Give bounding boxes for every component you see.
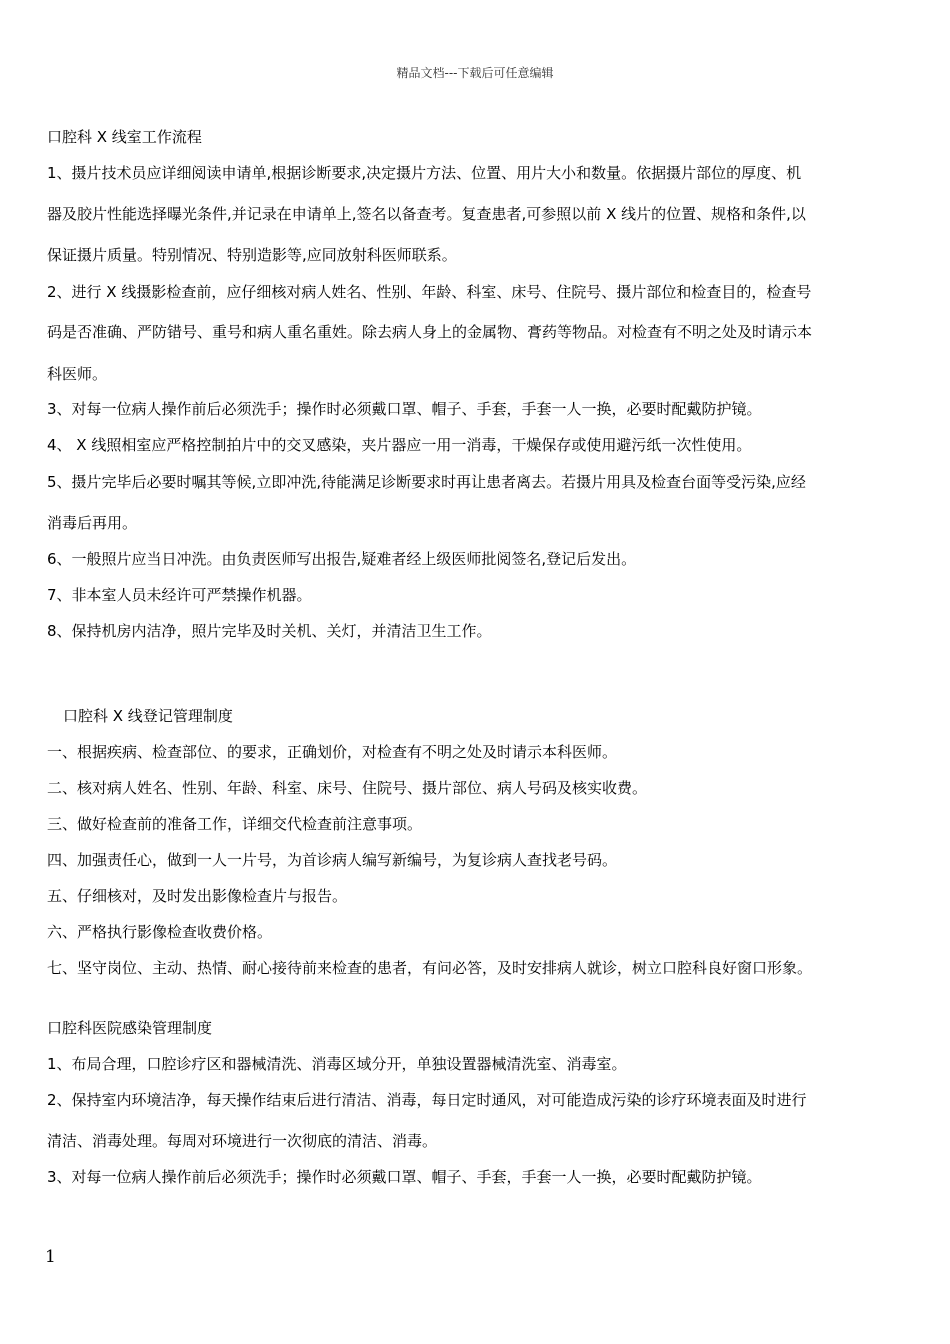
paragraph-line: 1、摄片技术员应详细阅读申请单,根据诊断要求,决定摄片方法、位置、用片大小和数量。依据摄片部位的厚度、机 — [47, 164, 802, 182]
paragraph-line: 码是否准确、严防错号、重号和病人重名重姓。除去病人身上的金属物、膏药等物品。对检查有不明之处及时请示本 — [47, 323, 813, 341]
paragraph-line: 3、对每一位病人操作前后必须洗手；操作时必须戴口罩、帽子、手套，手套一人一换，必要时配戴防护镜。 — [47, 1168, 762, 1186]
paragraph-line: 2、进行 X 线摄影检查前，应仔细核对病人姓名、性别、年龄、科室、床号、住院号、摄片部位和检查目的，检查号 — [47, 283, 812, 301]
page-number: 1 — [45, 1247, 56, 1267]
paragraph-line: 科医师。 — [47, 365, 108, 383]
paragraph-line: 器及胶片性能选择曝光条件,并记录在申请单上,签名以备查考。复查患者,可参照以前 X 线片的位置、规格和条件,以 — [47, 205, 806, 223]
paragraph-line: 一、根据疾病、检查部位、的要求，正确划价，对检查有不明之处及时请示本科医师。 — [47, 743, 618, 761]
paragraph-line: 6、一般照片应当日冲洗。由负责医师写出报告,疑难者经上级医师批阅签名,登记后发出。 — [47, 550, 637, 568]
paragraph-line: 3、对每一位病人操作前后必须洗手；操作时必须戴口罩、帽子、手套，手套一人一换，必要时配戴防护镜。 — [47, 400, 762, 418]
paragraph-line: 三、做好检查前的准备工作，详细交代检查前注意事项。 — [47, 815, 423, 833]
paragraph-line: 8、保持机房内洁净，照片完毕及时关机、关灯，并清洁卫生工作。 — [47, 622, 492, 640]
paragraph-line: 5、摄片完毕后必要时嘱其等候,立即冲洗,待能满足诊断要求时再让患者离去。若摄片用具及检查台面等受污染,应经 — [47, 473, 806, 491]
paragraph-line: 六、严格执行影像检查收费价格。 — [47, 923, 273, 941]
paragraph-line: 四、加强责任心，做到一人一片号，为首诊病人编写新编号，为复诊病人查找老号码。 — [47, 851, 618, 869]
page-header: 精品文档---下载后可任意编辑 — [396, 66, 554, 80]
paragraph-line: 保证摄片质量。特别情况、特别造影等,应同放射科医师联系。 — [47, 246, 457, 264]
paragraph-line: 清洁、消毒处理。每周对环境进行一次彻底的清洁、消毒。 — [47, 1132, 438, 1150]
paragraph-line: 7、非本室人员未经许可严禁操作机器。 — [47, 586, 312, 604]
paragraph-line: 1、布局合理，口腔诊疗区和器械清洗、消毒区域分开，单独设置器械清洗室、消毒室。 — [47, 1055, 627, 1073]
section-title-xray-workflow: 口腔科 X 线室工作流程 — [47, 128, 202, 146]
section-title-xray-registration: 口腔科 X 线登记管理制度 — [63, 707, 233, 725]
section-title-infection-control: 口腔科医院感染管理制度 — [47, 1019, 213, 1037]
paragraph-line: 4、 X 线照相室应严格控制拍片中的交叉感染，夹片器应一用一消毒，干燥保存或使用避污纸一次性使用。 — [47, 436, 752, 454]
paragraph-line: 消毒后再用。 — [47, 514, 138, 532]
paragraph-line: 二、核对病人姓名、性别、年龄、科室、床号、住院号、摄片部位、病人号码及核实收费。 — [47, 779, 648, 797]
paragraph-line: 七、坚守岗位、主动、热情、耐心接待前来检查的患者，有问必答，及时安排病人就诊，树立口腔科良好窗口形象。 — [47, 959, 813, 977]
paragraph-line: 2、保持室内环境洁净，每天操作结束后进行清洁、消毒，每日定时通风，对可能造成污染的诊疗环境表面及时进行 — [47, 1091, 807, 1109]
paragraph-line: 五、仔细核对，及时发出影像检查片与报告。 — [47, 887, 348, 905]
